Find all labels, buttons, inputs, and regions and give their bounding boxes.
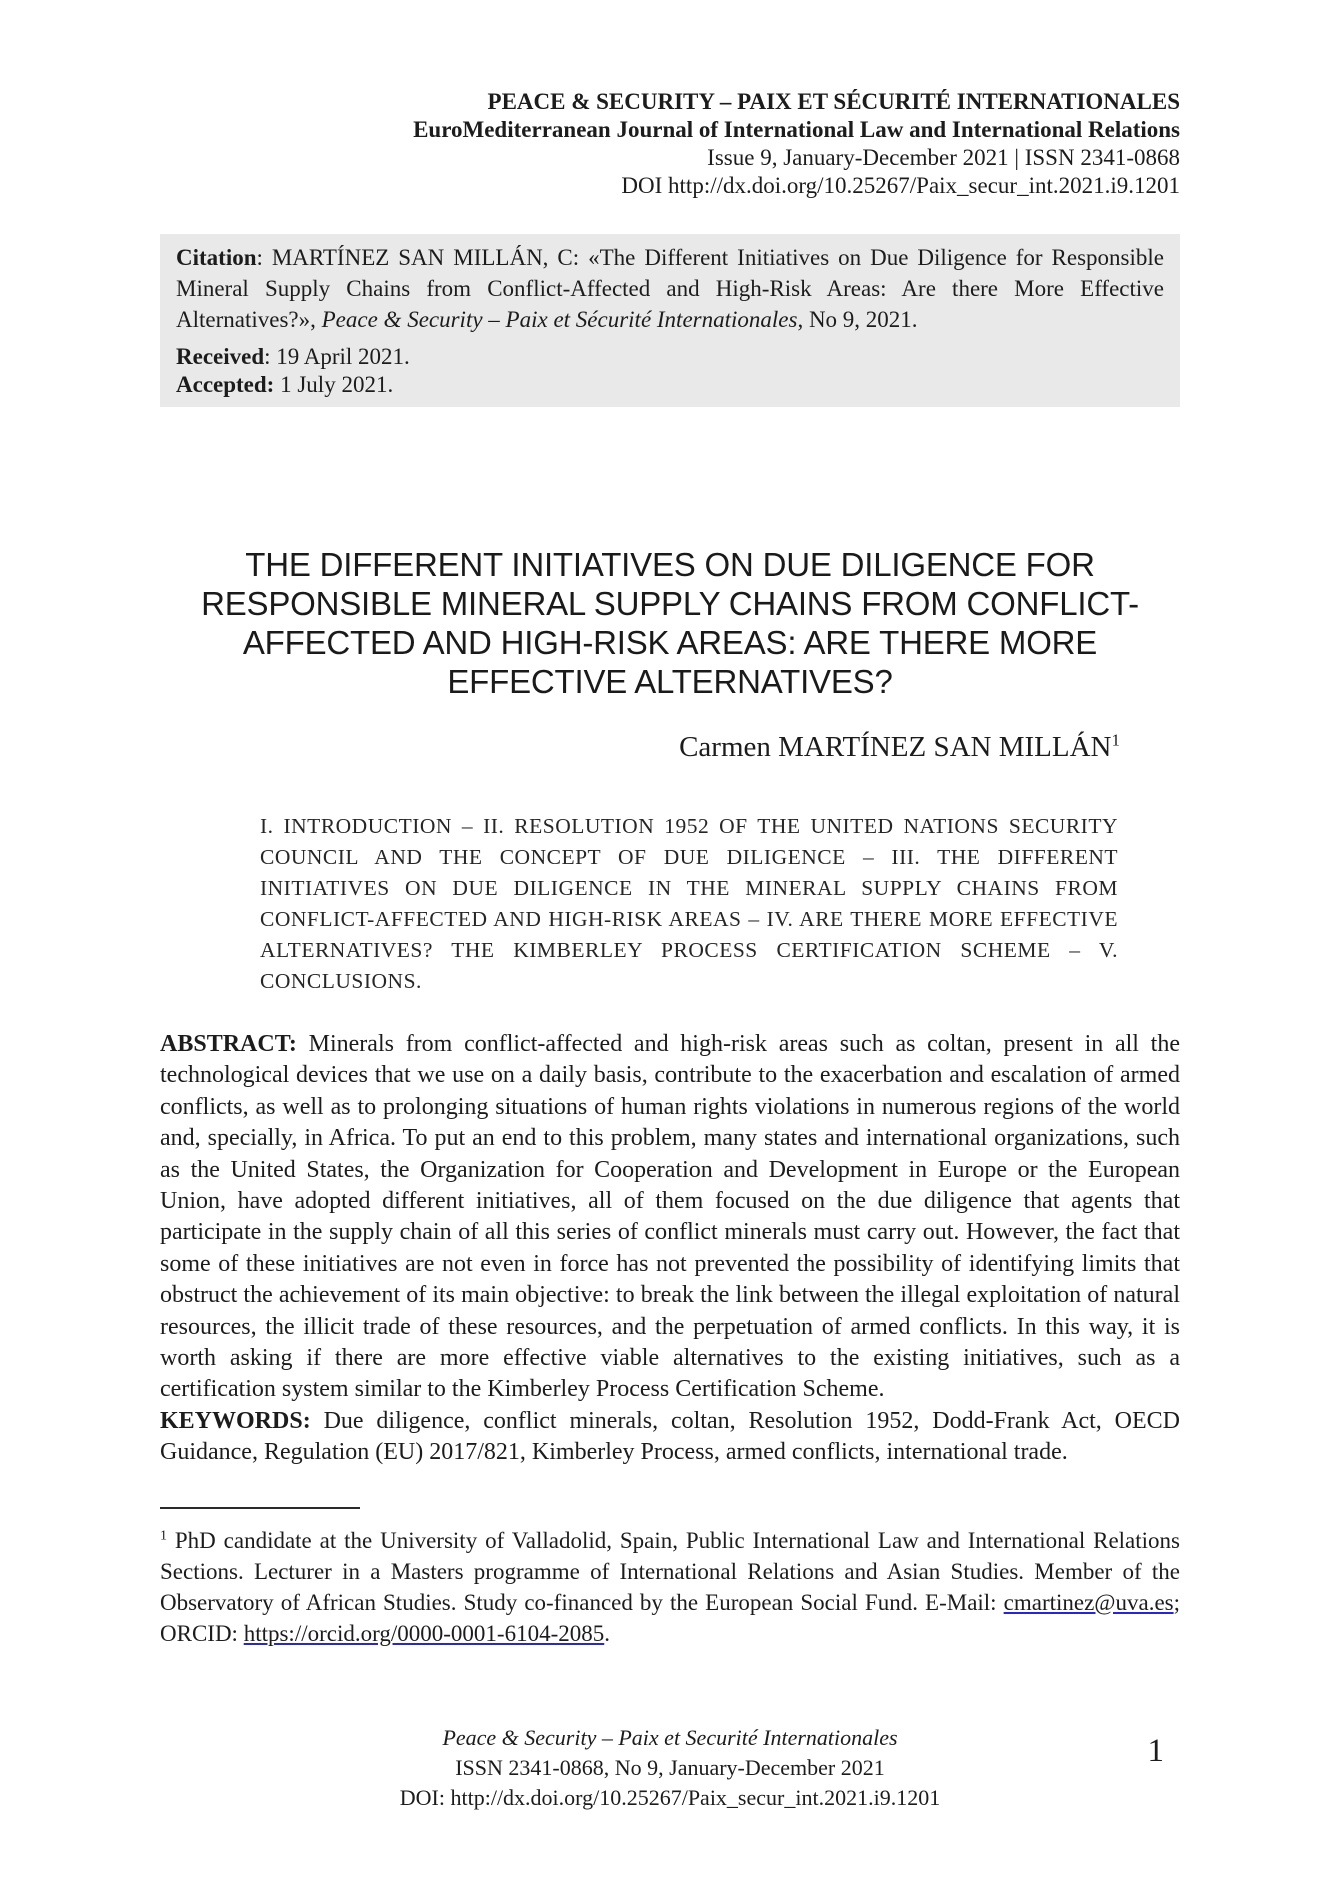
article-title: THE DIFFERENT INITIATIVES ON DUE DILIGENCE FOR RESPONSIBLE MINERAL SUPPLY CHAINS FROM CONFLICT-AFFECTED AND HIGH-RISK AREAS: ARE THERE MORE EFFECTIVE ALTERNATIVES?	[201, 546, 1139, 700]
footnote-ref: 1	[160, 1528, 167, 1544]
abstract-paragraph	[160, 1029, 1180, 1406]
received-line	[176, 343, 1164, 371]
author-name: Carmen MARTÍNEZ SAN MILLÁN	[679, 731, 1112, 763]
footnote-text-3: .	[604, 1620, 610, 1646]
footer-doi: DOI: http://dx.doi.org/10.25267/Paix_secur_int.2021.i9.1201	[399, 1784, 941, 1810]
citation-journal-name: Peace & Security – Paix et Sécurité Internationales	[321, 307, 798, 332]
received-date: : 19 April 2021.	[264, 344, 410, 369]
journal-name: PEACE & SECURITY – PAIX ET SÉCURITÉ INTERNATIONALES	[487, 89, 1180, 114]
header-doi: DOI http://dx.doi.org/10.25267/Paix_secur_int.2021.i9.1201	[621, 173, 1180, 198]
journal-header	[160, 0, 1180, 200]
keywords-paragraph	[160, 1406, 1180, 1469]
citation-label: Citation	[176, 245, 257, 270]
footnote	[160, 1525, 1180, 1649]
article-outline: I. INTRODUCTION – II. RESOLUTION 1952 OF THE UNITED NATIONS SECURITY COUNCIL AND THE CONCEPT OF DUE DILIGENCE – III. THE DIFFERENT INITIATIVES ON DUE DILIGENCE IN THE MINERAL SUPPLY CHAINS FROM CONFLICT-AFFECTED AND HIGH-RISK AREAS – IV. ARE THERE MORE EFFECTIVE ALTERNATIVES? THE KIMBERLEY PROCESS CERTIFICATION SCHEME – V. CONCLUSIONS.	[260, 814, 1118, 993]
email-link[interactable]: cmartinez@uva.es	[1003, 1589, 1174, 1615]
accepted-date: 1 July 2021.	[274, 372, 394, 397]
page-number: 1	[1147, 1732, 1164, 1769]
page-footer	[160, 1723, 1180, 1813]
footnote-text-2: ; ORCID:	[160, 1589, 1180, 1646]
accepted-line	[176, 371, 1164, 399]
citation-box	[160, 234, 1180, 407]
keywords-label: KEYWORDS:	[160, 1407, 311, 1434]
keywords-text: Due diligence, conflict minerals, coltan, Resolution 1952, Dodd-Frank Act, OECD Guidance, Regulation (EU) 2017/821, Kimberley Process, armed conflicts, international trade.	[160, 1407, 1180, 1466]
citation-paragraph	[176, 242, 1164, 335]
accepted-label: Accepted:	[176, 372, 275, 397]
abstract-text: Minerals from conflict-affected and high-risk areas such as coltan, present in all the technological devices that we use on a daily basis, contribute to the exacerbation and escalation of armed conflicts, as well as to prolonging situations of human rights violations in numerous regions of the world and, specially, in Africa. To put an end to this problem, many states and international organizations, such as the United States, the Organization for Cooperation and Development in Europe or the European Union, have adopted different initiatives, all of them focused on the due diligence that agents that participate in the supply chain of all this series of conflict minerals must carry out. However, the fact that some of these initiatives are not even in force has not prevented the possibility of identifying limits that obstruct the achievement of its main objective: to break the link between the illegal exploitation of natural resources, the illicit trade of these resources, and the perpetuation of armed conflicts. In this way, it is worth asking if there are more effective viable alternatives to the existing initiatives, such as a certification system similar to the Kimberley Process Certification Scheme.	[160, 1031, 1180, 1403]
citation-text-end: , No 9, 2021.	[797, 307, 918, 332]
footer-issn: ISSN 2341-0868, No 9, January-December 2021	[455, 1754, 885, 1780]
abstract-label: ABSTRACT:	[160, 1031, 297, 1057]
journal-subtitle: EuroMediterranean Journal of International Law and International Relations	[413, 117, 1180, 142]
footnote-divider	[160, 1507, 360, 1509]
received-label: Received	[176, 344, 265, 369]
footer-journal-name: Peace & Security – Paix et Securité Internationales	[442, 1724, 898, 1750]
author-footnote-ref: 1	[1111, 730, 1120, 750]
footnote-text: PhD candidate at the University of Valladolid, Spain, Public International Law and International Relations Sections. Lecturer in a Masters programme of International Relations and Asian Studies. Member of the Observatory of African Studies. Study co-financed by the European Social Fund. E-Mail:	[160, 1527, 1180, 1615]
orcid-link[interactable]: https://orcid.org/0000-0001-6104-2085	[243, 1620, 605, 1646]
author-line	[160, 729, 1180, 765]
citation-text: : MARTÍNEZ SAN MILLÁN, C: «The Different Initiatives on Due Diligence for Responsible Mineral Supply Chains from Conflict-Affected and High-Risk Areas: Are there More Effective Alternatives?»,	[176, 245, 1164, 332]
issue-info: Issue 9, January-December 2021 | ISSN 2341-0868	[707, 145, 1180, 170]
